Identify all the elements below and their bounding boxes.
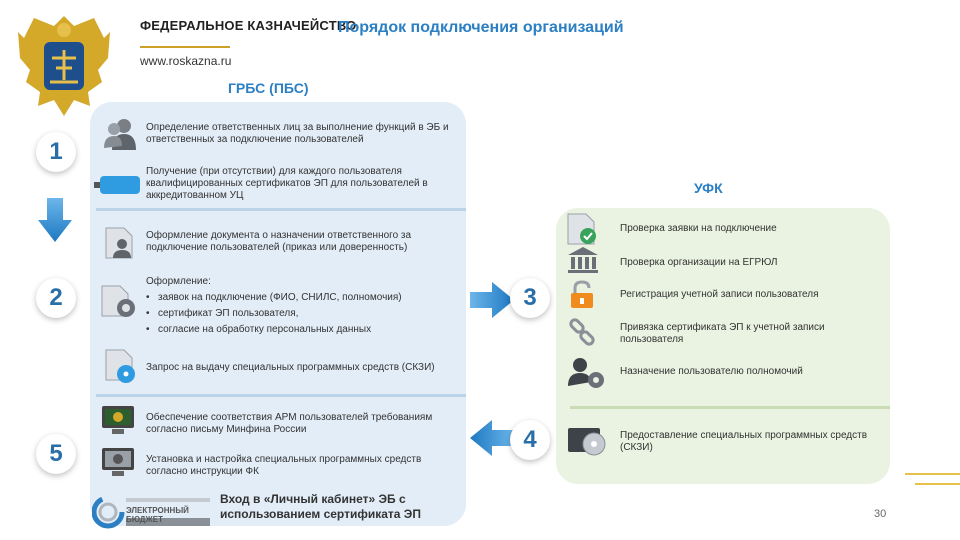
- final-text-line1: Вход в «Личный кабинет» ЭБ с: [220, 492, 406, 506]
- registration-bullet: • заявок на подключение (ФИО, СНИЛС, полномочия): [146, 292, 456, 304]
- page-title: Порядок подключения организаций: [338, 19, 624, 36]
- get-certificates-text: Получение (при отсутствии) для каждого пользователя квалифицированных сертификатов ЭП для пользователей в аккредитованном УЦ: [146, 166, 428, 201]
- step-number-4: 4: [510, 420, 550, 460]
- registration-title: Оформление:: [146, 276, 211, 287]
- document-check-icon: [566, 212, 598, 246]
- separator: [570, 406, 890, 409]
- org-name: ФЕДЕРАЛЬНОЕ КАЗНАЧЕЙСТВО: [140, 18, 357, 33]
- define-persons-text: Определение ответственных лиц за выполнение функций в ЭБ и ответственных за подключение пользователей: [146, 122, 449, 145]
- arm-compliance-text: Обеспечение соответствия АРМ пользователей требованиям согласно письму Минфина России: [146, 412, 433, 435]
- divider: [140, 46, 230, 48]
- final-text-line2: использованием сертификата ЭП: [220, 507, 421, 521]
- registration-list: [146, 292, 456, 336]
- final-login-text: [220, 492, 421, 522]
- registration-bullet: • сертификат ЭП пользователя,: [146, 308, 456, 320]
- prepare-document-text: Оформление документа о назначении ответственного за подключение пользователей (приказ или доверенность): [146, 230, 412, 253]
- step-number-5: 5: [36, 434, 76, 474]
- users-icon: [102, 116, 138, 152]
- institution-icon: [566, 246, 600, 274]
- bind-certificate-text: Привязка сертификата ЭП к учетной записи пользователя: [620, 322, 825, 345]
- arrow-left-icon: [470, 418, 514, 458]
- ufk-title: УФК: [694, 180, 723, 196]
- corner-decoration: [905, 470, 960, 490]
- step-number-2: 2: [36, 278, 76, 318]
- document-disc-icon: [104, 348, 138, 384]
- computer-settings-icon: [100, 446, 136, 478]
- user-settings-icon: [566, 356, 606, 390]
- usb-token-icon: [92, 174, 142, 196]
- document-settings-icon: [100, 284, 138, 320]
- document-user-icon: [104, 226, 136, 260]
- arrow-right-icon: [470, 280, 514, 320]
- separator: [96, 394, 466, 397]
- check-egrul-text: Проверка организации на ЕГРЮЛ: [620, 257, 778, 268]
- step-number-3: 3: [510, 278, 550, 318]
- check-request-text: Проверка заявки на подключение: [620, 223, 777, 234]
- registration-block: [146, 276, 456, 336]
- step-number-1: 1: [36, 132, 76, 172]
- provide-skzi-text: Предоставление специальных программных средств (СКЗИ): [620, 430, 868, 453]
- org-url[interactable]: www.roskazna.ru: [140, 54, 232, 68]
- registration-bullet: • согласие на обработку персональных данных: [146, 324, 456, 336]
- electronic-budget-logo: [92, 490, 216, 530]
- grbs-title: ГРБС (ПБС): [228, 80, 309, 96]
- page-number: 30: [874, 508, 887, 520]
- software-disc-icon: [566, 424, 610, 458]
- link-icon: [566, 316, 598, 348]
- assign-powers-text: Назначение пользователю полномочий: [620, 366, 803, 377]
- separator: [96, 208, 466, 211]
- install-setup-text: Установка и настройка специальных программных средств согласно инструкции ФК: [146, 454, 422, 477]
- computer-emblem-icon: [100, 404, 136, 436]
- arrow-down-icon: [38, 198, 72, 242]
- register-account-text: Регистрация учетной записи пользователя: [620, 289, 819, 300]
- eb-logo-text: ЭЛЕКТРОННЫЙ БЮДЖЕТ: [126, 506, 189, 524]
- lock-icon: [566, 280, 598, 310]
- skzi-request-text: Запрос на выдачу специальных программных средств (СКЗИ): [146, 362, 435, 373]
